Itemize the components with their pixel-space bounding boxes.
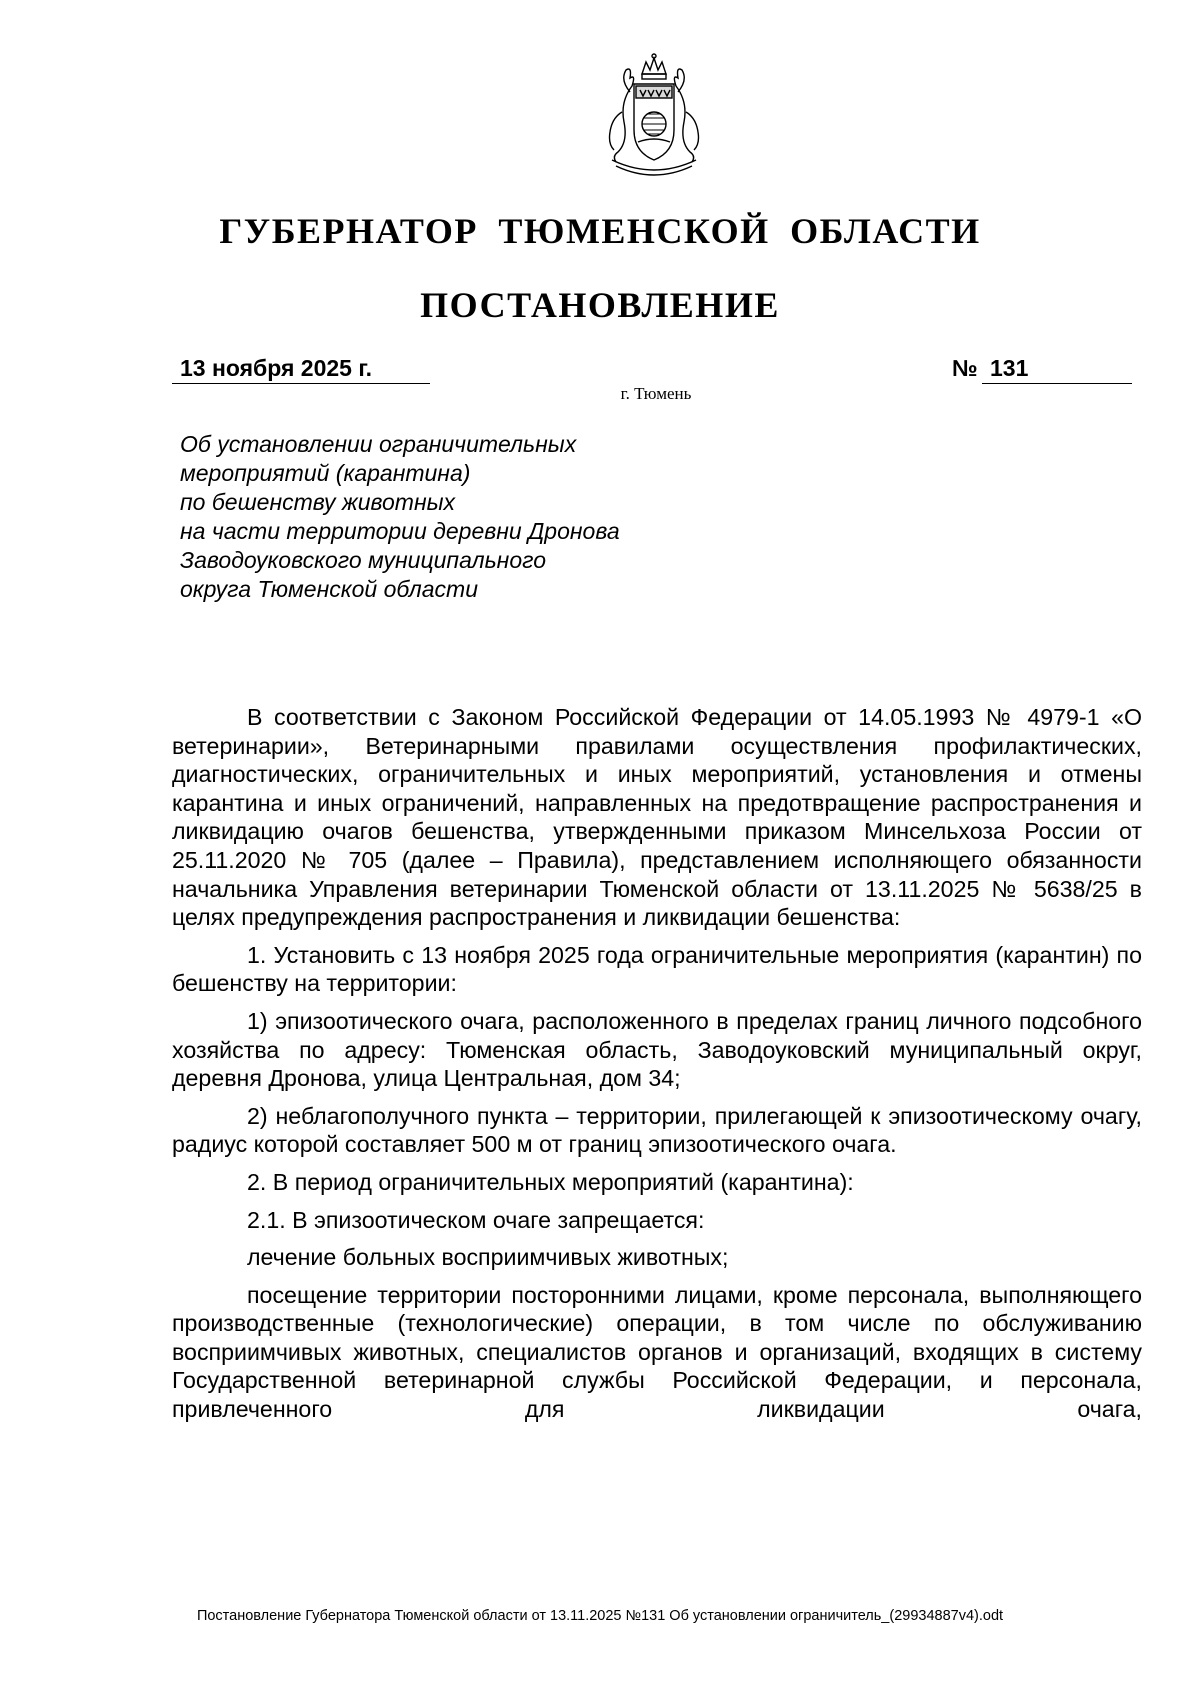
subject-line: на части территории деревни Дронова	[180, 518, 620, 544]
document-body	[172, 703, 1142, 1433]
body-paragraph: лечение больных восприимчивых животных;	[247, 1244, 729, 1271]
coat-of-arms-icon	[590, 52, 718, 182]
document-date	[172, 353, 430, 384]
document-subject	[180, 430, 880, 604]
body-paragraph: 2.1. В эпизоотическом очаге запрещается:	[247, 1206, 705, 1233]
body-paragraph: В соответствии с Законом Российской Федерации от 14.05.1993 № 4979-1 «О ветеринарии», Ветеринарными правилами осуществления профилактических, диагностических, ограничительных и иных мероприятий, установления и отмены карантина и иных ограничений, направленных на предотвращение распространения и ликвидацию очагов бешенства, утвержденными приказом Минсельхоза России от 25.11.2020 № 705 (далее – Правила), представлением исполняющего обязанности начальника Управления ветеринарии Тюменской области от 13.11.2025 № 5638/25 в целях предупреждения распространения и ликвидации бешенства:	[172, 704, 1142, 931]
subject-line: Об установлении ограничительных	[180, 431, 577, 457]
body-paragraph: 2. В период ограничительных мероприятий (карантина):	[247, 1168, 854, 1195]
coat-of-arms-emblem	[590, 52, 718, 182]
document-number-label: №	[952, 355, 978, 381]
document-number	[982, 353, 1132, 384]
document-city: г. Тюмень	[620, 384, 692, 403]
page-footer-filename: Постановление Губернатора Тюменской области от 13.11.2025 №131 Об установлении ограничитель_(29934887v4).odt	[196, 1608, 1004, 1624]
body-paragraph: посещение территории посторонними лицами, кроме персонала, выполняющего производственные (технологические) операции, в том числе по обслуживанию восприимчивых животных, специалистов органов и организаций, входящих в систему Государственной ветеринарной службы Российской Федерации, и персонала, привлеченного для ликвидации очага,	[172, 1281, 1142, 1423]
document-number-text: 131	[990, 355, 1029, 381]
body-paragraph: 1. Установить с 13 ноября 2025 года ограничительные мероприятия (карантин) по бешенству на территории:	[172, 941, 1142, 997]
document-type-heading: ПОСТАНОВЛЕНИЕ	[420, 285, 780, 325]
subject-line: мероприятий (карантина)	[180, 460, 471, 486]
subject-line: по бешенству животных	[180, 489, 456, 515]
issuing-authority-heading: ГУБЕРНАТОР ТЮМЕНСКОЙ ОБЛАСТИ	[219, 211, 981, 251]
body-paragraph: 2) неблагополучного пункта – территории, прилегающей к эпизоотическому очагу, радиус которой составляет 500 м от границ эпизоотического очага.	[172, 1102, 1142, 1158]
document-date-text: 13 ноября 2025 г.	[180, 355, 373, 381]
subject-line: Заводоуковского муниципального	[180, 547, 546, 573]
body-paragraph: 1) эпизоотического очага, расположенного в пределах границ личного подсобного хозяйства по адресу: Тюменская область, Заводоуковский муниципальный округ, деревня Дронова, улица Центральная, дом 34;	[172, 1007, 1142, 1092]
subject-line: округа Тюменской области	[180, 576, 479, 602]
